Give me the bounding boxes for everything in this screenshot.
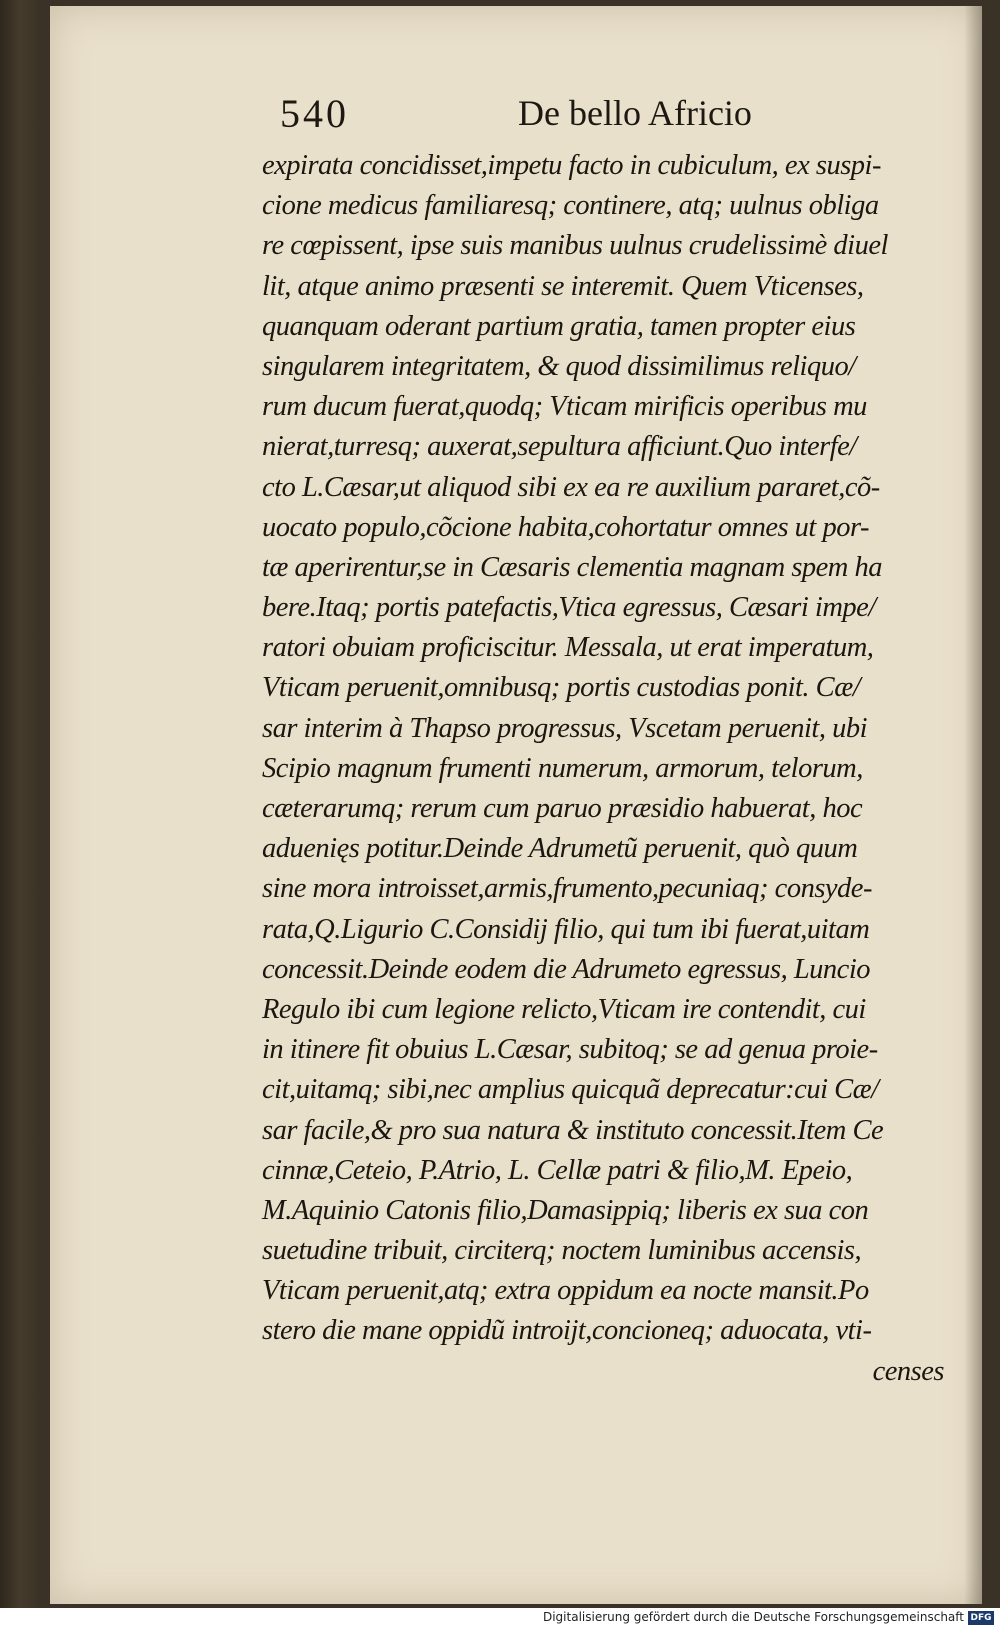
- text-line: stero die mane oppidũ introijt,concioneq; aduocata, vti-: [262, 1315, 872, 1347]
- text-line: tæ aperirentur,se in Cæsaris clementia magnam spem ha: [262, 551, 883, 583]
- text-line: Scipio magnum frumenti numerum, armorum, telorum,: [262, 752, 863, 784]
- text-line: bere.Itaq; portis patefactis,Vtica egressus, Cæsari impe/: [262, 592, 876, 624]
- text-line: uocato populo,cõcione habita,cohortatur omnes ut por-: [262, 511, 869, 543]
- text-line: Vticam peruenit,atq; extra oppidum ea nocte mansit.Po: [262, 1275, 869, 1307]
- digitization-footer: [0, 1608, 1000, 1629]
- text-line: suetudine tribuit, circiterq; noctem luminibus accensis,: [262, 1235, 862, 1267]
- page-header: [280, 90, 840, 140]
- text-line: M.Aquinio Catonis filio,Damasippiq; liberis ex sua con: [262, 1194, 869, 1226]
- page-number: 540: [280, 91, 349, 136]
- text-line: Vticam peruenit,omnibusq; portis custodias ponit. Cæ/: [262, 672, 861, 704]
- text-line: Regulo ibi cum legione relicto,Vticam ire contendit, cui: [262, 993, 866, 1025]
- text-line: cinnæ,Ceteio, P.Atrio, L. Cellæ patri & filio,M. Epeio,: [262, 1154, 853, 1186]
- text-line: quanquam oderant partium gratia, tamen propter eius: [262, 310, 856, 342]
- text-line: rum ducum fuerat,quodq; Vticam mirificis operibus mu: [262, 391, 867, 423]
- body-text: [262, 146, 972, 1392]
- text-line: concessit.Deinde eodem die Adrumeto egressus, Luncio: [262, 953, 870, 985]
- book-page: [50, 6, 982, 1604]
- text-line: re cœpissent, ipse suis manibus uulnus crudelissimè diuel: [262, 230, 888, 262]
- funding-credit: Digitalisierung gefördert durch die Deutsche Forschungsgemeinschaft: [542, 1610, 964, 1624]
- text-line: sine mora introisset,armis,frumento,pecuniaq; consyde-: [262, 873, 872, 905]
- catchword: censes: [872, 1355, 944, 1387]
- text-line: cione medicus familiaresq; continere, atq; uulnus obliga: [262, 190, 879, 222]
- text-line: nierat,turresq; auxerat,sepultura afficiunt.Quo interfe/: [262, 431, 857, 463]
- text-line: in itinere fit obuius L.Cæsar, subitoq; se ad genua proie-: [262, 1034, 878, 1066]
- running-title: De bello Africio: [518, 93, 752, 133]
- text-line: cæterarumq; rerum cum paruo præsidio habuerat, hoc: [262, 793, 863, 824]
- text-line: ratori obuiam proficiscitur. Messala, ut erat imperatum,: [262, 632, 874, 664]
- dfg-logo: DFG: [968, 1611, 994, 1625]
- text-line: cto L.Cæsar,ut aliquod sibi ex ea re auxilium pararet,cõ-: [262, 471, 880, 503]
- text-line: sar facile,& pro sua natura & instituto concessit.Item Ce: [262, 1114, 884, 1146]
- text-line: rata,Q.Ligurio C.Considij filio, qui tum ibi fuerat,uitam: [262, 913, 870, 945]
- text-line: lit, atque animo præsenti se interemit. Quem Vticenses,: [262, 270, 864, 302]
- text-line: cit,uitamq; sibi,nec amplius quicquã deprecatur:cui Cæ/: [262, 1074, 879, 1106]
- text-line: sar interim à Thapso progressus, Vscetam peruenit, ubi: [262, 712, 868, 744]
- text-line: aduenięs potitur.Deinde Adrumetũ peruenit, quò quum: [262, 833, 858, 865]
- text-line: singularem integritatem, & quod dissimilimus reliquo/: [262, 350, 856, 382]
- text-line: expirata concidisset,impetu facto in cubiculum, ex suspi-: [262, 150, 881, 181]
